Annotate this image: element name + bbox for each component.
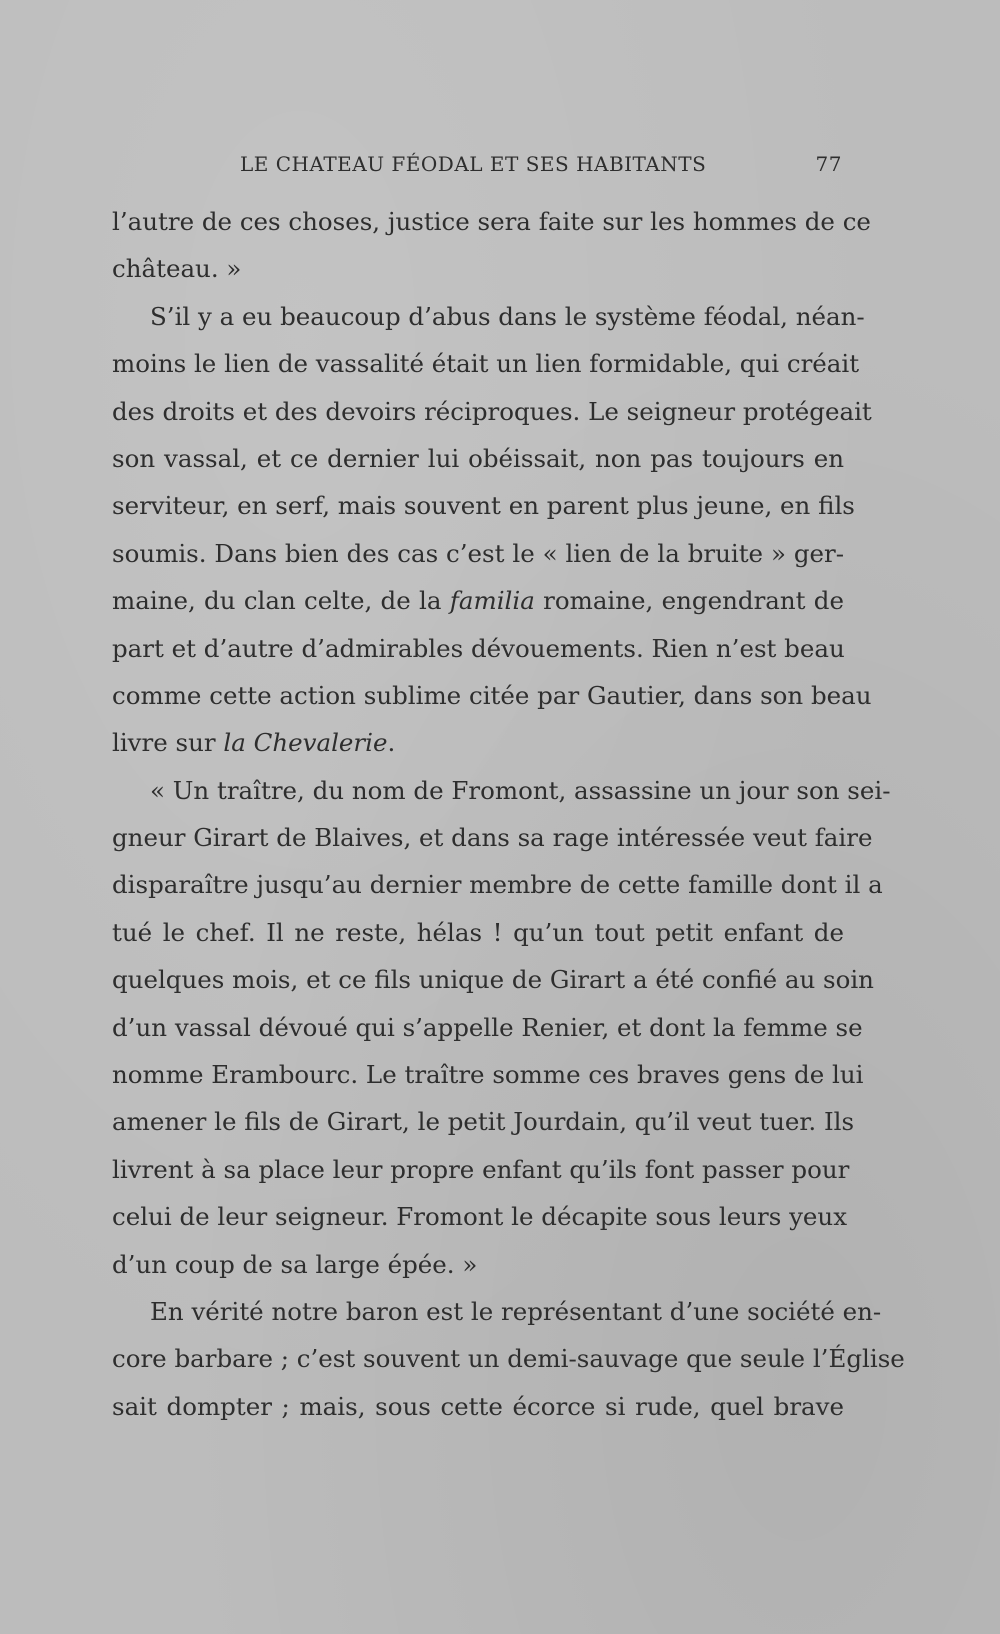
text-line: quelques mois, et ce fils unique de Girart a été confié au soin <box>112 965 874 995</box>
text-line: soumis. Dans bien des cas c’est le « lien de la bruite » ger- <box>112 538 844 568</box>
text-line: château. » <box>112 254 242 284</box>
text-line: des droits et des devoirs réciproques. Le seigneur protégeait <box>112 396 872 426</box>
text-run: . <box>387 728 396 758</box>
text-line: moins le lien de vassalité était un lien formidable, qui créait <box>112 349 860 379</box>
text-line: l’autre de ces choses, justice sera faite sur les hommes de ce <box>112 207 871 236</box>
text-line: tué le chef. Il ne reste, hélas ! qu’un tout petit enfant de <box>112 917 844 947</box>
text-line: son vassal, et ce dernier lui obéissait, non pas toujours en <box>112 443 844 473</box>
text-line: En vérité notre baron est le représentant d’une société en- <box>150 1296 882 1326</box>
text-line: serviteur, en serf, mais souvent en parent plus jeune, en fils <box>112 491 855 521</box>
italic-title: la Chevalerie <box>223 728 388 758</box>
italic-term: familia <box>449 586 535 616</box>
text-run: maine, du clan celte, de la <box>112 586 450 616</box>
text-line: gneur Girart de Blaives, et dans sa rage intéressée veut faire <box>112 823 873 853</box>
text-line: sait dompter ; mais, sous cette écorce si rude, quel brave <box>112 1391 844 1421</box>
text-line: celui de leur seigneur. Fromont le décapite sous leurs yeux <box>112 1202 848 1232</box>
text-line: core barbare ; c’est souvent un demi-sauvage que seule l’Église <box>112 1344 905 1374</box>
text-run: livre sur <box>112 728 224 758</box>
text-run: romaine, engendrant de <box>534 586 844 616</box>
text-line: d’un vassal dévoué qui s’appelle Renier, et dont la femme se <box>112 1012 863 1042</box>
text-line <box>112 719 844 766</box>
text-line: « Un traître, du nom de Fromont, assassine un jour son sei- <box>150 775 891 805</box>
text-line: comme cette action sublime citée par Gautier, dans son beau <box>112 680 872 710</box>
text-line <box>112 577 844 624</box>
page-number: 77 <box>815 152 842 176</box>
text-line: nomme Erambourc. Le traître somme ces braves gens de lui <box>112 1060 864 1090</box>
text-line: part et d’autre d’admirables dévouements. Rien n’est beau <box>112 633 845 663</box>
body-text <box>112 198 905 1430</box>
text-line: disparaître jusqu’au dernier membre de cette famille dont il a <box>112 870 883 900</box>
text-line: amener le fils de Girart, le petit Jourdain, qu’il veut tuer. Ils <box>112 1107 855 1137</box>
text-line: livrent à sa place leur propre enfant qu’ils font passer pour <box>112 1154 850 1184</box>
text-line: d’un coup de sa large épée. » <box>112 1249 478 1279</box>
text-line: S’il y a eu beaucoup d’abus dans le système féodal, néan- <box>150 301 865 331</box>
running-title: LE CHATEAU FÉODAL ET SES HABITANTS <box>240 152 707 176</box>
running-head <box>112 152 842 182</box>
